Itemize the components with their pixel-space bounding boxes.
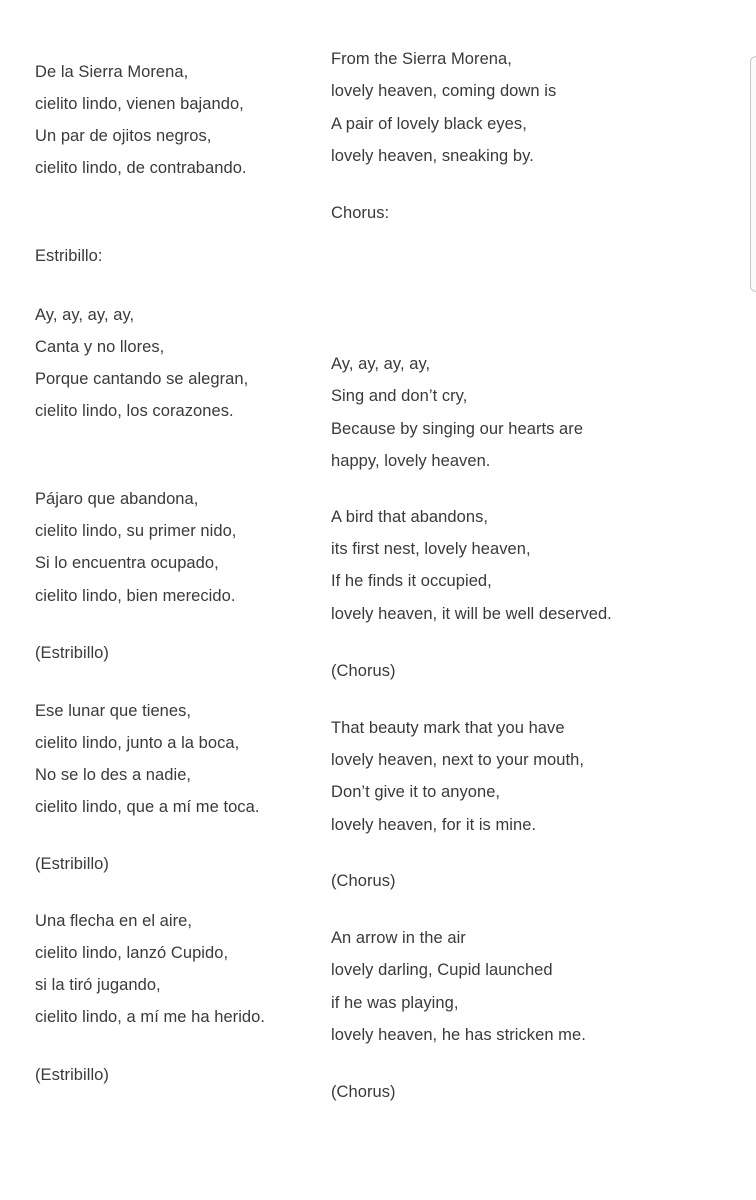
lyric-line: cielito lindo, de contrabando. — [35, 159, 247, 177]
lyric-line: No se lo des a nadie, — [35, 766, 192, 784]
lyric-line: Porque cantando se alegran, — [35, 370, 249, 388]
lyric-line: if he was playing, — [331, 994, 459, 1012]
lyric-line: cielito lindo, su primer nido, — [35, 522, 237, 540]
lyric-line: A pair of lovely black eyes, — [331, 115, 527, 133]
lyric-line: A bird that abandons, — [331, 508, 489, 526]
lyric-line: cielito lindo, los corazones. — [35, 402, 234, 420]
lyric-line: Ay, ay, ay, ay, — [35, 306, 135, 324]
lyric-line: Don’t give it to anyone, — [331, 783, 501, 801]
chorus-marker: (Chorus) — [331, 872, 396, 890]
lyric-line: Because by singing our hearts are — [331, 420, 584, 438]
chorus-marker: (Estribillo) — [35, 855, 109, 873]
lyric-line: Ese lunar que tienes, — [35, 702, 192, 720]
lyric-line: De la Sierra Morena, — [35, 63, 189, 81]
lyric-line: si la tiró jugando, — [35, 976, 161, 994]
chorus-marker: (Estribillo) — [35, 1066, 109, 1084]
lyric-line: cielito lindo, vienen bajando, — [35, 95, 244, 113]
lyric-line: Sing and don’t cry, — [331, 387, 468, 405]
lyric-line: lovely darling, Cupid launched — [331, 961, 553, 979]
lyric-line: cielito lindo, a mí me ha herido. — [35, 1008, 266, 1026]
lyric-line: lovely heaven, it will be well deserved. — [331, 605, 612, 623]
lyric-line: happy, lovely heaven. — [331, 452, 491, 470]
scrollbar-handle[interactable] — [750, 56, 756, 292]
lyric-line: cielito lindo, lanzó Cupido, — [35, 944, 229, 962]
lyric-line: That beauty mark that you have — [331, 719, 565, 737]
lyric-line: cielito lindo, bien merecido. — [35, 587, 236, 605]
chorus-marker: (Chorus) — [331, 1083, 396, 1101]
lyric-line: lovely heaven, for it is mine. — [331, 816, 537, 834]
chorus-marker: (Estribillo) — [35, 644, 109, 662]
lyric-line: Canta y no llores, — [35, 338, 165, 356]
lyric-line: lovely heaven, next to your mouth, — [331, 751, 585, 769]
lyric-line: From the Sierra Morena, — [331, 50, 512, 68]
chorus-heading: Chorus: — [331, 204, 390, 222]
lyric-line: Si lo encuentra ocupado, — [35, 554, 219, 572]
lyric-line: Un par de ojitos negros, — [35, 127, 212, 145]
lyric-line: Ay, ay, ay, ay, — [331, 355, 431, 373]
lyric-line: If he finds it occupied, — [331, 572, 492, 590]
lyric-line: lovely heaven, he has stricken me. — [331, 1026, 586, 1044]
lyric-line: cielito lindo, junto a la boca, — [35, 734, 240, 752]
lyric-line: An arrow in the air — [331, 929, 466, 947]
lyric-line: Pájaro que abandona, — [35, 490, 199, 508]
chorus-heading: Estribillo: — [35, 247, 103, 265]
lyric-line: cielito lindo, que a mí me toca. — [35, 798, 260, 816]
lyric-line: Una flecha en el aire, — [35, 912, 193, 930]
lyric-line: its first nest, lovely heaven, — [331, 540, 531, 558]
lyric-line: lovely heaven, sneaking by. — [331, 147, 534, 165]
lyric-line: lovely heaven, coming down is — [331, 82, 557, 100]
chorus-marker: (Chorus) — [331, 662, 396, 680]
